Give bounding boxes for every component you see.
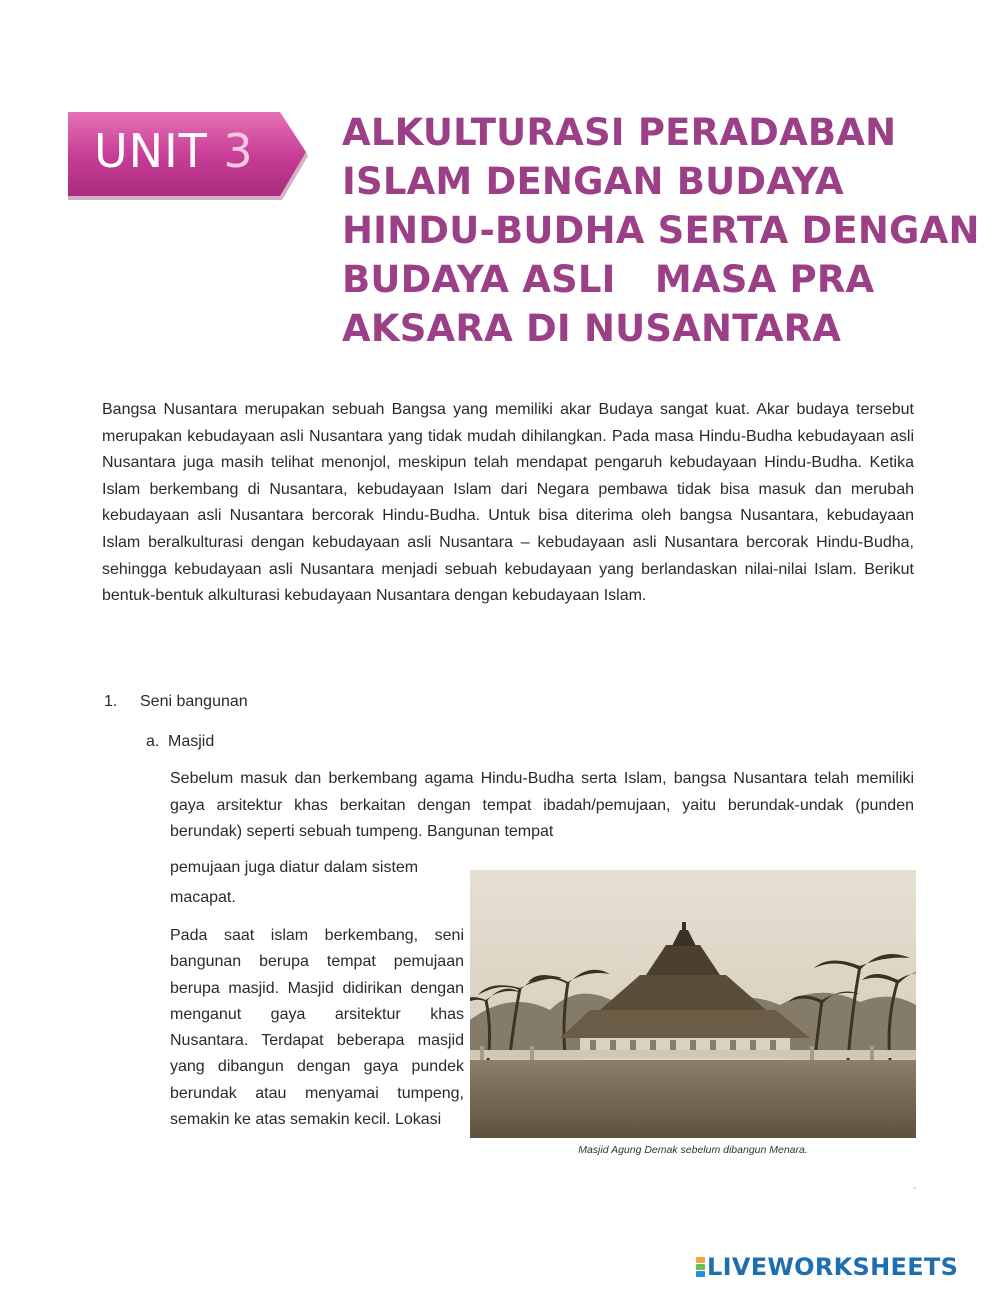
masjid-paragraph-1-continued: pemujaan juga diatur dalam sistem macapat. (170, 859, 419, 906)
liveworksheets-logo-text: LIVEWORKSHEETS (707, 1253, 959, 1281)
unit-number: 3 (223, 124, 254, 178)
masjid-paragraph-2: Pada saat islam berkembang, seni bangunan berupa tempat pemujaan berupa masjid. Masjid didirikan dengan menganut gaya arsitektur khas Nusantara. Terdapat beberapa masjid yang dibangun dengan gaya pundek berundak atau menyamai tumpeng, semakin ke atas semakin kecil. Lokasi (170, 927, 464, 1129)
sublist-item-masjid: Masjid (168, 733, 215, 750)
liveworksheets-logo-icon (696, 1257, 705, 1277)
photo-caption: Masjid Agung Demak sebelum dibangun Menara. (578, 1144, 808, 1156)
intro-paragraph: Bangsa Nusantara merupakan sebuah Bangsa yang memiliki akar Budaya sangat kuat. Akar budaya tersebut merupakan kebudayaan asli Nusantara yang tidak mudah dihilangkan. Pada masa Hindu-Budha kebudayaan asli Nusantara juga masih telihat menonjol, meskipun telah mendapat pengaruh kebudayaan Hindu-Budha. Ketika Islam berkembang di Nusantara, kebudayaan Islam dari Negara pembawa tidak bisa masuk dan merubah kebudayaan asli Nusantara bercorak Hindu-Budha. Untuk bisa diterima oleh bangsa Nusantara, kebudayaan Islam beralkulturasi dengan kebudayaan asli Nusantara – kebudayaan asli Nusantara bercorak Hindu-Budha, sehingga kebudayaan asli Nusantara menjadi sebuah kebudayaan yang berlandaskan nilai-nilai Islam. Berikut bentuk-bentuk alkulturasi kebudayaan Nusantara dengan kebudayaan Islam. (102, 401, 914, 605)
title-line: HINDU-BUDHA SERTA DENGAN (342, 209, 980, 252)
title-line: AKSARA DI NUSANTARA (342, 307, 842, 350)
liveworksheets-logo[interactable] (696, 1252, 958, 1282)
unit-label (94, 124, 254, 178)
page-mark: ` (913, 1187, 917, 1198)
list-number-1: 1. (104, 693, 118, 710)
masjid-paragraph-1: Sebelum masuk dan berkembang agama Hindu-Budha serta Islam, bangsa Nusantara telah memiliki gaya arsitektur khas berkaitan dengan tempat ibadah/pemujaan, yaitu berundak-undak (punden berundak) seperti sebuah tumpeng. Bangunan tempat (170, 770, 914, 841)
title-line: BUDAYA ASLI MASA PRA (342, 258, 875, 301)
page-title (342, 108, 980, 353)
title-line: ISLAM DENGAN BUDAYA (342, 160, 844, 203)
list-item-seni-bangunan: Seni bangunan (140, 693, 248, 710)
photo-illustration (470, 870, 916, 1138)
masjid-agung-demak-photo (470, 870, 916, 1138)
sublist-letter-a: a. (146, 733, 160, 750)
title-line: ALKULTURASI PERADABAN (342, 111, 897, 154)
unit-word: UNIT (94, 124, 208, 178)
unit-banner (68, 108, 308, 202)
